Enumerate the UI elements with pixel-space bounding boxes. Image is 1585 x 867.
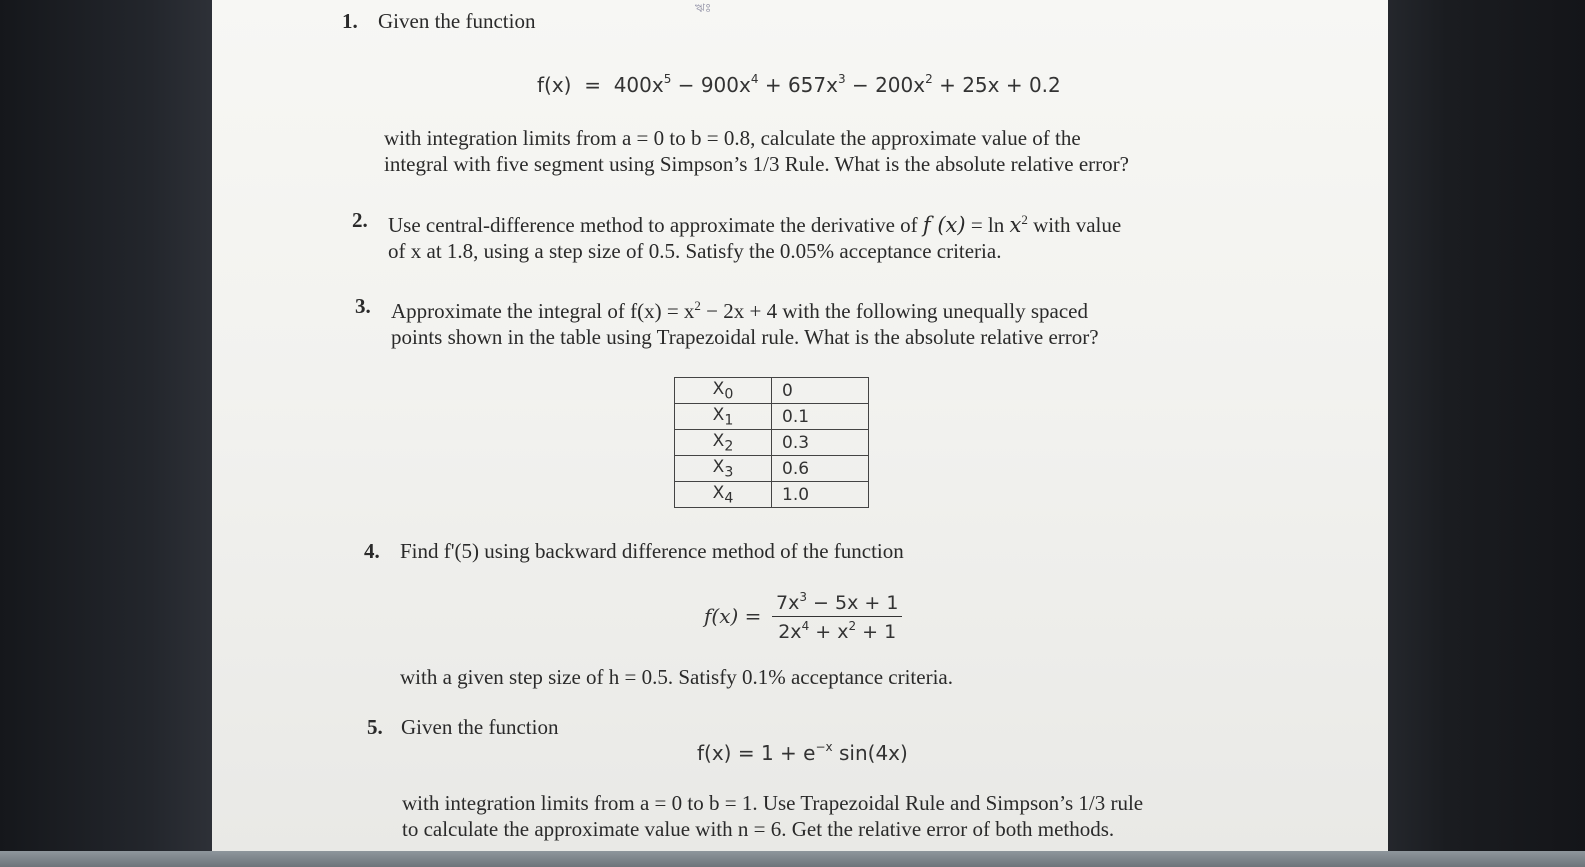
table-cell-value: 0.1 xyxy=(772,404,869,430)
table-cell-label: $X_1$ xyxy=(675,404,772,430)
question-4-fraction xyxy=(772,590,902,643)
question-1-formula: $f(x) = 400x^5 - 900x^4 + 657x^3 - 200x^2 + 25x + 0.2$ xyxy=(537,72,1061,97)
table-cell-value: 0 xyxy=(772,378,869,404)
desk-edge xyxy=(0,851,1585,867)
table-row xyxy=(675,404,869,430)
table-row xyxy=(675,456,869,482)
question-5-number: 5. xyxy=(367,715,383,739)
table-cell-label: $X_3$ xyxy=(675,456,772,482)
table-row xyxy=(675,378,869,404)
question-5-text: with integration limits from a = 0 to b = 1. Use Trapezoidal Rule and Simpson’s 1/3 rule to calculate the approximate value with n = 6. Get the relative error of both methods. xyxy=(402,791,1144,841)
question-4-text: with a given step size of h = 0.5. Satisfy 0.1% acceptance criteria. xyxy=(400,665,953,689)
table-row xyxy=(675,482,869,508)
table-cell-value: 0.3 xyxy=(772,430,869,456)
question-1-number: 1. xyxy=(342,9,358,33)
table-row xyxy=(675,430,869,456)
table-cell-label: $X_4$ xyxy=(675,482,772,508)
monitor-bezel-left xyxy=(0,0,215,867)
fraction-denominator: $2x^4 + x^2 + 1$ xyxy=(778,619,897,643)
question-5-formula: $f(x) = 1 + e^{-x}$ sin(4x) xyxy=(697,740,908,765)
fraction-numerator: $7x^3 - 5x + 1$ xyxy=(772,590,902,617)
page-mark: ঋঃ xyxy=(695,1,712,15)
question-2-number: 2. xyxy=(352,208,368,232)
table-cell-value: 1.0 xyxy=(772,482,869,508)
monitor-bezel-right xyxy=(1355,0,1585,867)
question-1-text: with integration limits from a = 0 to b = 0.8, calculate the approximate value of the integral with five segment using Simpson’s 1/3 Rule. What is the absolute relative error? xyxy=(384,126,1129,176)
table-cell-label: $X_0$ xyxy=(675,378,772,404)
question-4-fx-label: f(x) = xyxy=(704,604,762,628)
table-cell-label: $X_2$ xyxy=(675,430,772,456)
points-table xyxy=(674,377,869,508)
table-cell-value: 0.6 xyxy=(772,456,869,482)
document-page: ঋঃ 1. Given the function $f(x) = 400x^5 - 900x^4 + 657x^3 - 200x^2 + 25x + 0.2$ with integration limits from a = 0 to b = 0.8, calculate the approximate value of the integral with five segment using Simpson’s 1/3 Rule. What is the absolute relative error? 2. Use central-difference method to approximate the derivative of f $(x) = \ln x^2$ with value of x at 1.8, using a step size of 0.5. Satisfy the 0.05% acceptance criteria. 3. Approximate the integral of $f(x) = x^2 - 2x + 4$ with the following unequally spaced points shown in the table using Trapezoidal rule. What is the absolute relative error? $X_0$ 0 $X_1$ 0.1 $X_2$ 0.3 $X_3$ 0.6 $X_4$ 1.0 4. Find f'(5) using backward difference method of the function f(x) = $\frac{7x^3 - 5x + 1}{2x^4 + x^2 + 1}$ with a given step size of h = 0.5. Satisfy 0.1% acceptance criteria. 5. Given the function $f(x) = 1 + e^{-x}$ sin(4x) with integration limits from a = 0 to b = 1. Use Trapezoidal Rule and Simpson’s 1/3 rule to calculate the approximate value with n = 6. Get the relative error of both methods. xyxy=(212,0,1388,851)
question-4-number: 4. xyxy=(364,539,380,563)
question-3-number: 3. xyxy=(355,294,371,318)
